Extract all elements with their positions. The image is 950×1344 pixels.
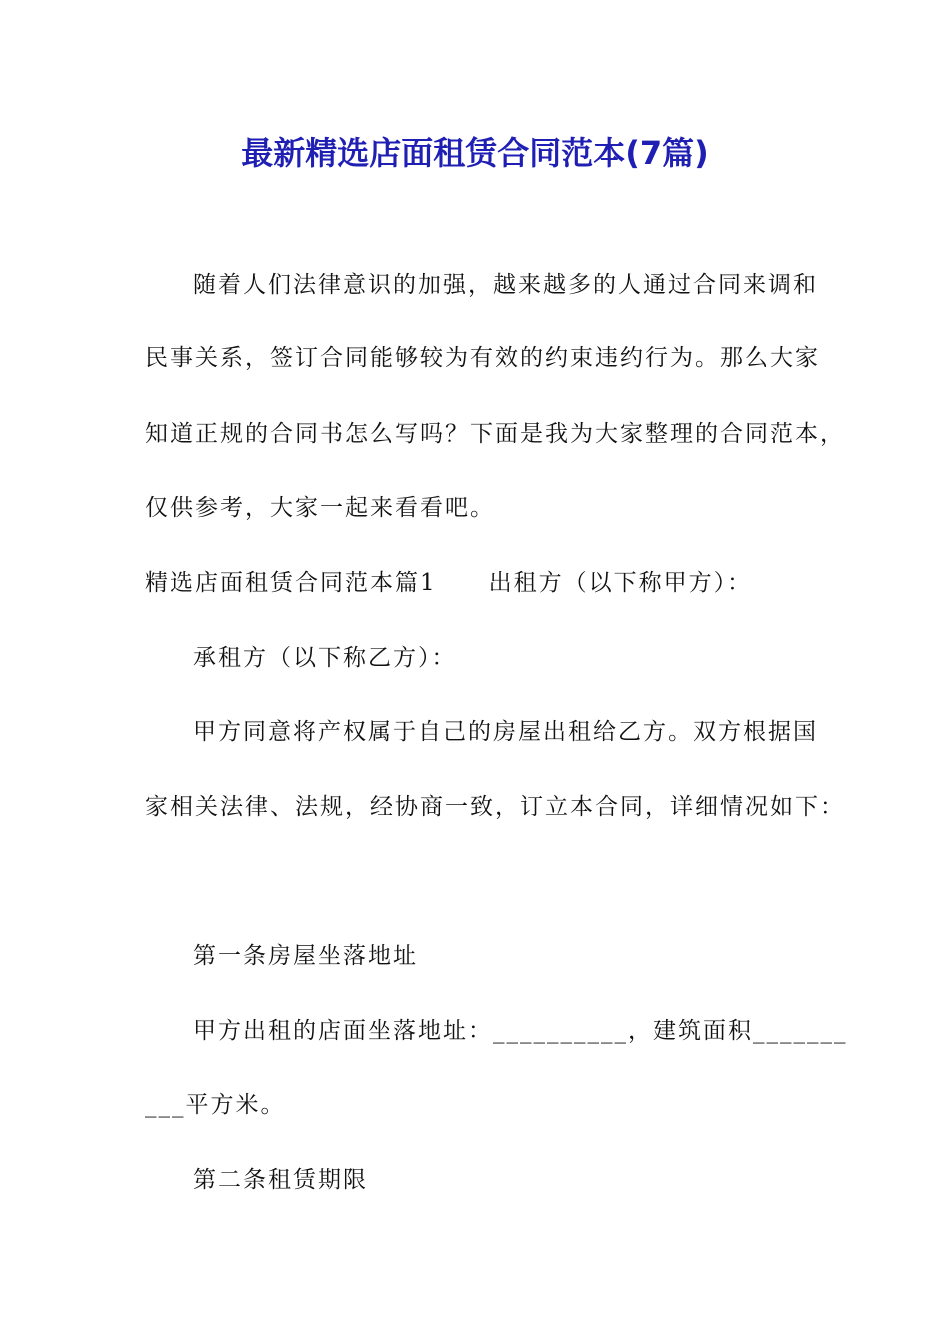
section-heading-row <box>145 565 752 601</box>
lessor-label: 出租方（以下称甲方）： <box>488 570 753 596</box>
section1-heading: 精选店面租赁合同范本篇1 <box>145 570 437 596</box>
lessee-label: 承租方（以下称乙方）： <box>193 645 457 671</box>
intro-line-1: 随着人们法律意识的加强，越来越多的人通过合同来调和 <box>193 272 818 298</box>
document-title: 最新精选店面租赁合同范本(7篇) <box>241 134 709 172</box>
intro-line-4: 仅供参考，大家一起来看看吧。 <box>145 495 495 521</box>
article1-line-1: 甲方出租的店面坐落地址：__________，建筑面积_______ <box>193 1018 848 1044</box>
article2-heading: 第二条租赁期限 <box>193 1167 368 1193</box>
intro-line-2: 民事关系，签订合同能够较为有效的约束违约行为。那么大家 <box>145 345 820 371</box>
agreement-line-2: 家相关法律、法规，经协商一致，订立本合同，详细情况如下： <box>145 794 845 820</box>
intro-line-3: 知道正规的合同书怎么写吗？下面是我为大家整理的合同范本， <box>145 421 845 447</box>
article1-line-2: ___平方米。 <box>145 1092 286 1118</box>
article1-heading: 第一条房屋坐落地址 <box>193 943 418 969</box>
agreement-line-1: 甲方同意将产权属于自己的房屋出租给乙方。双方根据国 <box>193 719 818 745</box>
